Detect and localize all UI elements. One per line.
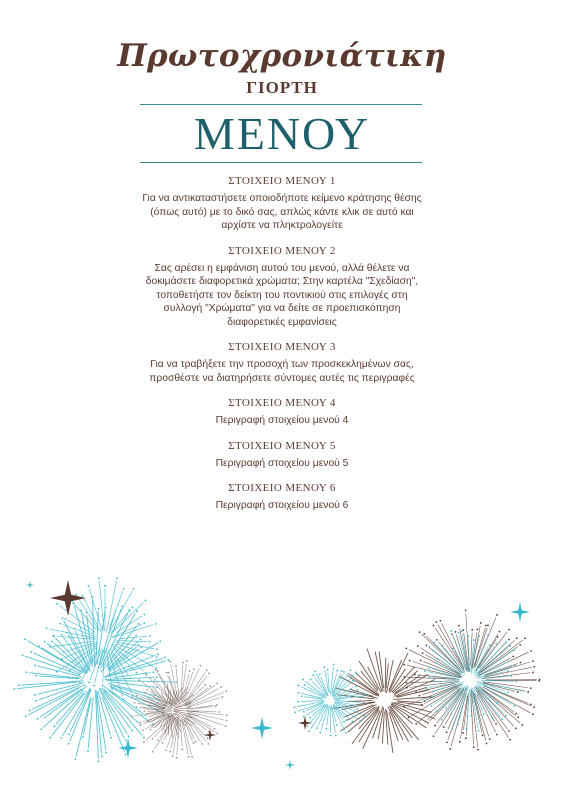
menu-heading: ΜΕΝΟΥ [193, 108, 371, 159]
menu-item-description[interactable]: Για να τραβήξετε την προσοχή των προσκεκλημένων σας, προσθέστε να διατηρήσετε σύντομες αυτές τις περιγραφές [149, 359, 415, 384]
menu-item [140, 340, 424, 385]
menu-item-title[interactable]: ΣΤΟΙΧΕΙΟ ΜΕΝΟΥ 2 [228, 244, 336, 257]
menu-item-description[interactable]: Σας αρέσει η εμφάνιση αυτού του μενού, αλλά θέλετε να δοκιμάσετε διαφορετικά χρώματα; Στην καρτέλα "Σχεδίαση", τοποθετήστε τον δείκτη του ποντικιού στις επιλογές στη συλλογή "Χρώματα" για να δείτε σε προεπισκόπηση διαφορετικές εμφανίσεις [145, 262, 419, 328]
menu-item [140, 396, 424, 428]
menu-item [140, 439, 424, 471]
menu-item [140, 174, 424, 233]
divider-top [140, 104, 422, 105]
menu-item-title[interactable]: ΣΤΟΙΧΕΙΟ ΜΕΝΟΥ 3 [228, 341, 336, 353]
menu-item-title[interactable]: ΣΤΟΙΧΕΙΟ ΜΕΝΟΥ 5 [228, 439, 336, 452]
menu-item-title[interactable]: ΣΤΟΙΧΕΙΟ ΜΕΝΟΥ 4 [228, 397, 336, 409]
menu-item-title[interactable]: ΣΤΟΙΧΕΙΟ ΜΕΝΟΥ 6 [228, 482, 336, 494]
menu-item-description[interactable]: Για να αντικαταστήσετε οποιοδήποτε κείμενο κράτησης θέσης (όπως αυτό) με το δικό σας, απλώς κάντε κλικ σε αυτό και αρχίστε να πληκτρολογείτε [142, 193, 422, 231]
menu-item [140, 481, 424, 513]
menu-item-title[interactable]: ΣΤΟΙΧΕΙΟ ΜΕΝΟΥ 1 [228, 175, 336, 187]
menu-items [140, 174, 424, 524]
divider-bottom [140, 162, 422, 163]
subtitle: ΓΙΟΡΤΗ [246, 78, 318, 97]
fireworks-icon [0, 560, 564, 800]
script-title: Πρωτοχρονιάτικη [117, 38, 447, 74]
menu-item-description[interactable]: Περιγραφή στοιχείου μενού 5 [215, 457, 349, 469]
menu-item [140, 244, 424, 330]
menu-item-description[interactable]: Περιγραφή στοιχείου μενού 6 [215, 500, 349, 511]
menu-item-description[interactable]: Περιγραφή στοιχείου μενού 4 [215, 415, 349, 426]
